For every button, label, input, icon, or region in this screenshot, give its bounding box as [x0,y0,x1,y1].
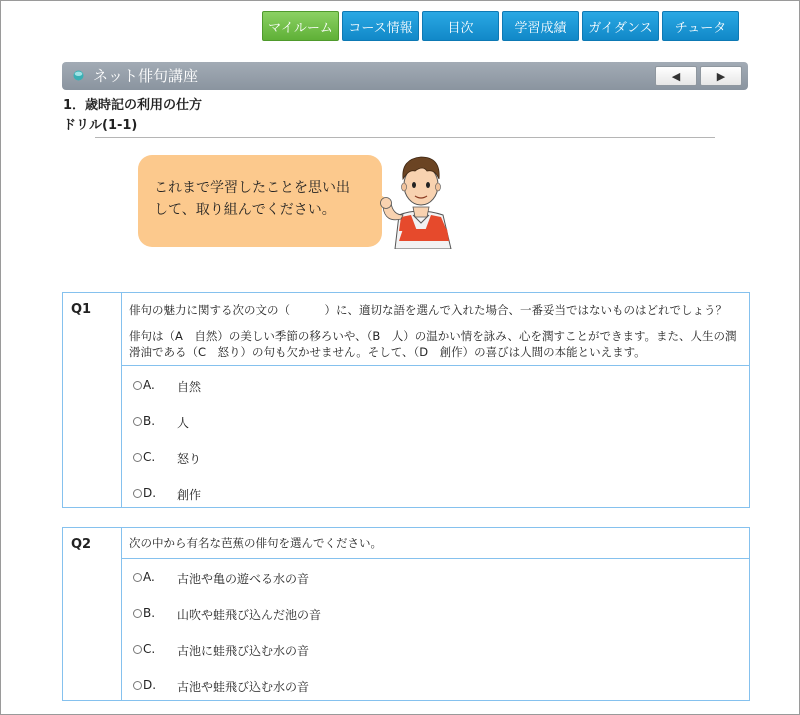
course-title: ネット俳句講座 [93,67,199,85]
choice-label: A. [143,378,155,392]
choice-d[interactable] [121,677,749,695]
choice-text: 古池に蛙飛び込む水の音 [177,644,310,658]
choice-list [121,366,749,507]
question-number-cell [63,528,122,700]
question-prompt: 俳句の魅力に関する次の文の（ ）に、適切な語を選んで入れた場合、一番妥当ではないものはどれでしょう？ [129,303,727,317]
drill-title: ドリル(1-1) [63,118,138,133]
choice-label: D. [143,678,157,692]
choice-c[interactable] [121,641,749,659]
triangle-left-icon: ◀ [671,69,681,83]
radio-button[interactable] [133,681,142,690]
previous-page-button[interactable] [655,66,697,86]
choice-text: 人 [177,416,190,430]
radio-button[interactable] [133,573,142,582]
choice-text: 古池や蛙飛び込む水の音 [177,680,310,694]
question-prompt: 次の中から有名な芭蕉の俳句を選んでください。 [129,536,382,550]
choice-b[interactable] [121,413,749,431]
speech-line-2: して、取り組んでください。 [154,202,336,218]
choice-text: 自然 [177,380,202,394]
question-number: Q1 [71,302,92,317]
question-number: Q2 [71,537,92,552]
choice-text: 山吹や蛙飛び込んだ池の音 [177,608,322,622]
choice-c[interactable] [121,449,749,467]
nav-guidance-button[interactable]: ガイダンス [582,11,659,41]
choice-label: A. [143,570,155,584]
radio-button[interactable] [133,417,142,426]
radio-button[interactable] [133,489,142,498]
choice-list [121,559,749,700]
choice-b[interactable] [121,605,749,623]
nav-course-info-button[interactable]: コース情報 [342,11,419,41]
speech-line-1: これまで学習したことを思い出 [154,180,350,196]
top-navigation [262,11,739,41]
triangle-right-icon: ▶ [716,69,726,83]
choice-label: B. [143,414,156,428]
radio-button[interactable] [133,645,142,654]
choice-label: C. [143,642,156,656]
choice-label: C. [143,450,156,464]
next-page-button[interactable] [700,66,742,86]
choice-label: B. [143,606,156,620]
nav-contents-button[interactable]: 目次 [422,11,499,41]
choice-a[interactable] [121,569,749,587]
choice-label: D. [143,486,157,500]
course-header-bar [62,62,748,90]
choice-text: 怒り [177,452,202,466]
choice-text: 古池や亀の遊べる水の音 [177,572,310,586]
tutor-character-illustration [377,149,461,249]
speech-bubble-text [154,177,374,221]
radio-button[interactable] [133,609,142,618]
course-bullet-icon [73,70,84,81]
choice-a[interactable] [121,377,749,395]
question-number-cell [63,293,122,507]
nav-grades-button[interactable]: 学習成績 [502,11,579,41]
radio-button[interactable] [133,453,142,462]
nav-myroom-button[interactable]: マイルーム [262,11,339,41]
nav-tutor-button[interactable]: チュータ [662,11,739,41]
lesson-title: 1．歳時記の利用の仕方 [63,98,203,113]
question-passage: 俳句は（A 自然）の美しい季節の移ろいや、（B 人）の温かい情を詠み、心を潤すことができます。また、人生の潤滑油である（C 怒り）の句も欠かせません。そして、（D 創作）の喜びは人間の本能といえます。 [129,329,737,359]
question-text-cell [121,528,749,559]
divider [95,137,715,138]
question-q1 [62,292,750,508]
question-text-cell [121,293,749,366]
radio-button[interactable] [133,381,142,390]
question-q2 [62,527,750,701]
choice-text: 創作 [177,488,202,502]
choice-d[interactable] [121,485,749,503]
